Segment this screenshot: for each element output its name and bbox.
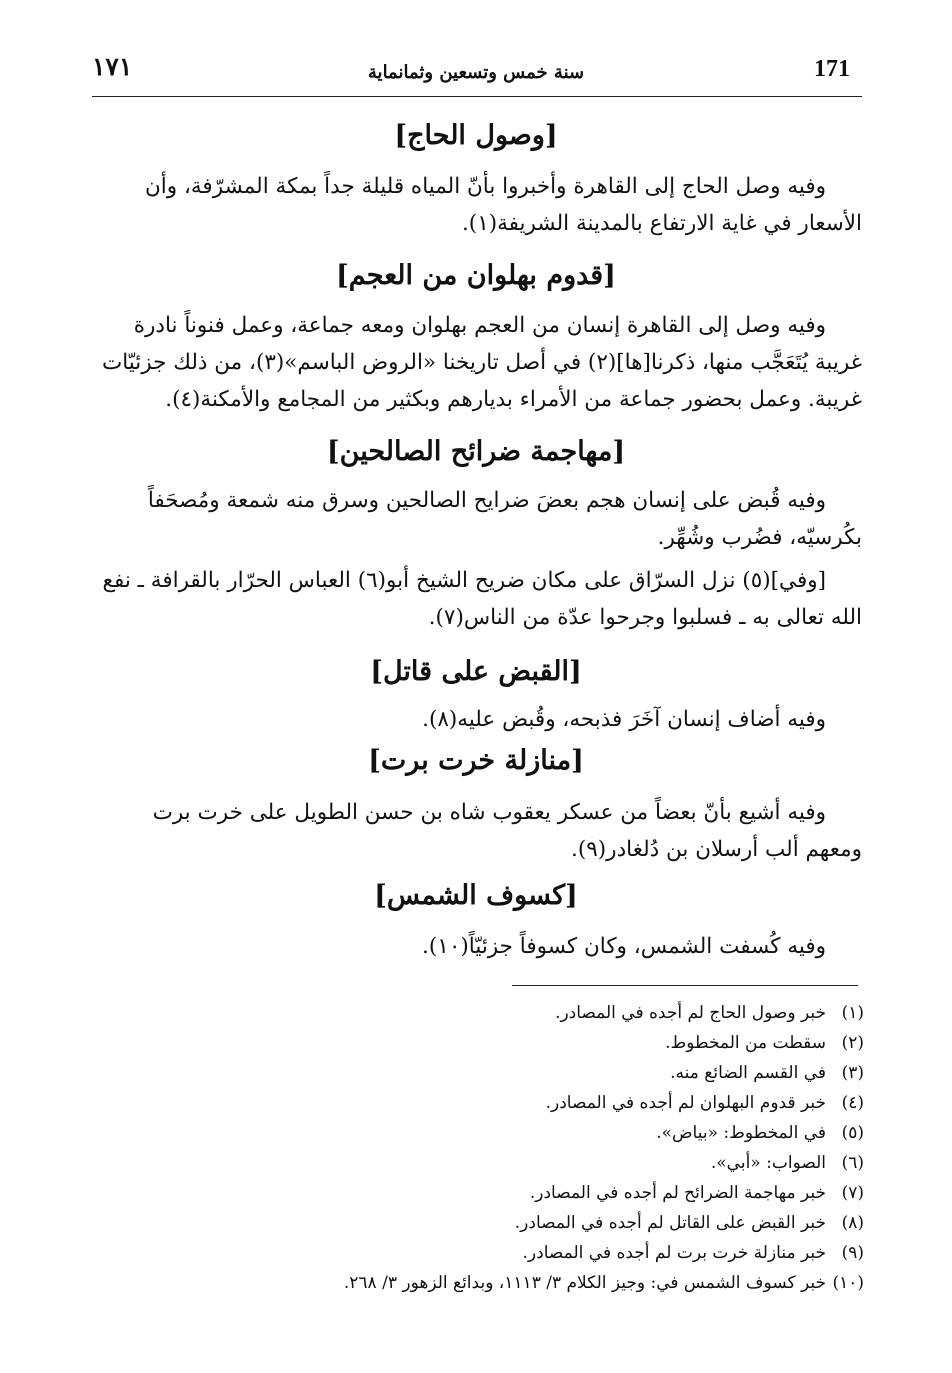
footnote-text: في المخطوط: «بياض». — [656, 1123, 826, 1143]
text-line: غريبة. وعمل بحضور جماعة من الأمراء بديارهم وبكثير من المجامع والأمكنة(٤). — [165, 387, 862, 412]
section-paragraph — [92, 794, 862, 868]
footnote-number: (١) — [841, 1003, 864, 1023]
text-line: بكُرسيّه، فضُرب وشُهِّر. — [657, 525, 862, 550]
header-divider — [92, 96, 862, 97]
footnote-number: (٨) — [841, 1213, 864, 1233]
section-heading: [القبض على قاتل] — [370, 656, 582, 687]
footnote-number: (٩) — [841, 1243, 864, 1263]
footnote-item — [244, 1178, 864, 1208]
footnote-item — [244, 1118, 864, 1148]
footnote-number: (٢) — [841, 1033, 864, 1053]
text-line: وفيه وصل الحاج إلى القاهرة وأخبروا بأنّ المياه قليلة جداً بمكة المشرّفة، وأن — [144, 174, 826, 199]
section-heading: [منازلة خرت برت] — [368, 745, 584, 776]
running-title: سنة خمس وتسعين وثمانماية — [367, 62, 585, 83]
footnote-text: خبر منازلة خرت برت لم أجده في المصادر. — [522, 1243, 826, 1263]
footnote-item — [244, 1028, 864, 1058]
footnote-number: (٣) — [841, 1063, 864, 1083]
section-heading: [وصول الحاج] — [394, 120, 558, 151]
footnote-text: خبر القبض على القاتل لم أجده في المصادر. — [514, 1213, 826, 1233]
section-paragraph — [92, 562, 862, 636]
footnote-text: خبر كسوف الشمس في: وجيز الكلام ٣/ ١١١٣، وبدائع الزهور ٣/ ٢٦٨. — [343, 1273, 826, 1293]
footnote-number: (٦) — [841, 1153, 864, 1173]
footnote-number: (٥) — [841, 1123, 864, 1143]
section-heading: [قدوم بهلوان من العجم] — [336, 260, 616, 291]
footnote-text: الصواب: «أبي». — [710, 1153, 826, 1173]
text-line: ومعهم ألب أرسلان بن دُلغادر(٩). — [571, 837, 862, 862]
text-line: وفيه كُسفت الشمس، وكان كسوفاً جزئيّاً(١٠). — [422, 934, 826, 959]
text-line: [وفي](٥) نزل السرّاق على مكان ضريح الشيخ أبو(٦) العباس الحرّار بالقرافة ـ نفع — [102, 568, 826, 593]
section-paragraph — [92, 307, 862, 418]
section-heading: [مهاجمة ضرائح الصالحين] — [326, 436, 626, 467]
section-paragraph — [92, 168, 862, 242]
footnote-number: (٤) — [841, 1093, 864, 1113]
text-line: الأسعار في غاية الارتفاع بالمدينة الشريفة(١). — [461, 211, 862, 236]
text-line: وفيه قُبض على إنسان هجم بعضَ ضرايح الصالحين وسرق منه شمعة ومُصحَفاً — [147, 488, 826, 513]
text-line: الله تعالى به ـ فسلبوا وجرحوا عدّة من الناس(٧). — [428, 605, 862, 630]
footnote-item — [244, 1238, 864, 1268]
text-line: وفيه وصل إلى القاهرة إنسان من العجم بهلوان ومعه جماعة، وعمل فنوناً نادرة — [133, 313, 826, 338]
footnote-item — [244, 1088, 864, 1118]
footnote-item — [244, 1148, 864, 1178]
footnote-item — [244, 1058, 864, 1088]
footnote-number: (١٠) — [832, 1273, 864, 1293]
footnote-item — [244, 998, 864, 1028]
footnote-number: (٧) — [841, 1183, 864, 1203]
footnote-item — [244, 1208, 864, 1238]
footnote-text: خبر وصول الحاج لم أجده في المصادر. — [555, 1003, 826, 1023]
footnotes — [244, 998, 864, 1298]
footnote-text: في القسم الضائع منه. — [670, 1063, 826, 1083]
footnote-item — [244, 1268, 864, 1298]
page-number-arabic: ١٧١ — [92, 52, 133, 81]
page-number-latin: 171 — [814, 56, 850, 82]
section-paragraph — [92, 701, 862, 738]
text-line: وفيه أشيع بأنّ بعضاً من عسكر يعقوب شاه بن حسن الطويل على خرت برت — [152, 800, 826, 825]
footnote-text: سقطت من المخطوط. — [665, 1033, 826, 1053]
footnote-text: خبر قدوم البهلوان لم أجده في المصادر. — [545, 1093, 826, 1113]
section-paragraph — [92, 928, 862, 965]
section-heading: [كسوف الشمس] — [374, 880, 578, 911]
text-line: وفيه أضاف إنسان آخَرَ فذبحه، وقُبض عليه(٨). — [422, 707, 826, 732]
section-paragraph — [92, 482, 862, 556]
footnote-text: خبر مهاجمة الضرائح لم أجده في المصادر. — [529, 1183, 826, 1203]
footnote-divider — [512, 985, 858, 986]
text-line: غريبة يُتَعَجَّب منها، ذكرنا[ها](٢) في أصل تاريخنا «الروض الباسم»(٣)، من ذلك جزئيّات — [101, 350, 862, 375]
